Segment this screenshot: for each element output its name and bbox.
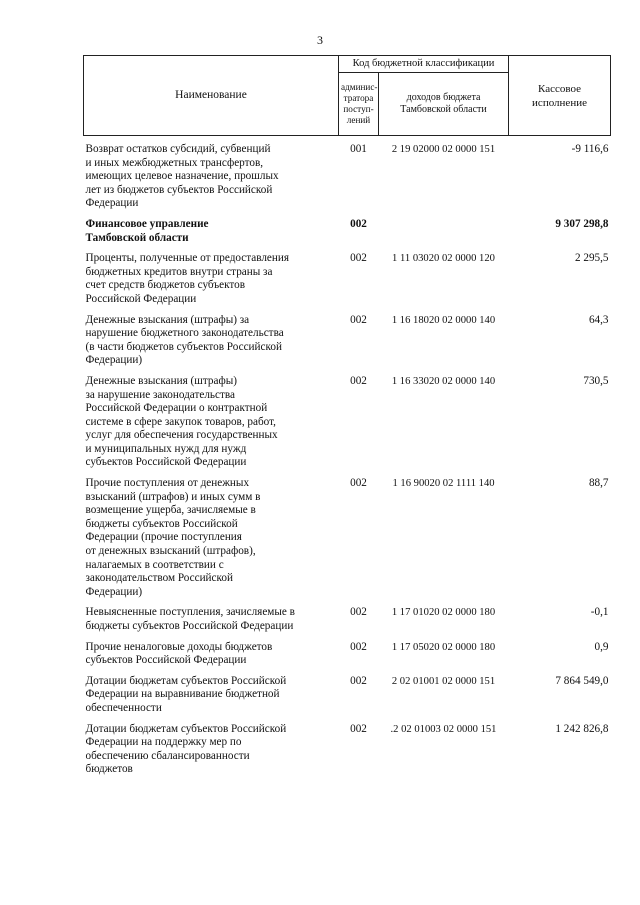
row-income-code: 1 16 18020 02 0000 140 <box>391 314 496 326</box>
header-execution <box>509 56 611 136</box>
row-name-line: Денежные взыскания (штрафы) <box>85 374 237 387</box>
row-name-line: взысканий (штрафов) и иных сумм в <box>85 490 261 503</box>
row-execution: -9 116,6 <box>571 143 609 155</box>
table-body <box>84 136 611 782</box>
row-admin-code: 002 <box>350 252 367 265</box>
row-name-line: законодательством Российской <box>85 572 233 585</box>
row-name <box>84 639 339 673</box>
header-admin-line: лений <box>346 115 371 125</box>
row-name-line: Невыясненные поступления, зачисляемые в <box>85 606 295 619</box>
table-row <box>84 604 611 638</box>
row-income-code <box>379 216 509 250</box>
row-admin-code: 001 <box>350 143 367 155</box>
header-admin-line: поступ- <box>343 104 374 114</box>
row-name-line: системе в сфере закупок товаров, работ, <box>85 415 276 428</box>
row-income-code: 1 16 33020 02 0000 140 <box>391 375 496 387</box>
row-income-code: 2 02 01001 02 0000 151 <box>391 675 496 687</box>
header-execution-line: Кассовое <box>538 82 581 95</box>
row-name-line: Российской Федерации о контрактной <box>85 402 268 415</box>
header-income <box>379 73 509 136</box>
row-name-line: Прочие поступления от денежных <box>85 477 250 490</box>
row-execution: 88,7 <box>588 477 609 490</box>
row-execution: 1 242 826,8 <box>555 722 609 735</box>
row-name-line: бюджетов <box>85 763 133 776</box>
row-name-line: Прочие неналоговые доходы бюджетов <box>85 640 273 653</box>
row-name-line: Федерации (прочие поступления <box>85 531 242 544</box>
row-name-line: обеспеченности <box>85 701 162 714</box>
row-name <box>84 721 339 782</box>
table-row <box>84 475 611 604</box>
row-name-line: бюджеты субъектов Российской Федерации <box>85 620 294 632</box>
row-name-line: счет средств бюджетов субъектов <box>85 279 245 292</box>
row-name-line: обеспечению сбалансированности <box>85 749 250 762</box>
row-income-code: 1 17 05020 02 0000 180 <box>391 641 496 653</box>
table-row <box>84 721 611 782</box>
header-execution-line: исполнение <box>532 96 587 109</box>
row-name-line: Финансовое управление <box>85 217 209 230</box>
header-income-line: Тамбовской области <box>400 104 487 115</box>
row-name-line: Федерации на поддержку мер по <box>85 736 242 749</box>
row-name-line: бюджеты субъектов Российской <box>85 517 238 530</box>
table-row <box>84 216 611 250</box>
row-name-line: Федерации) <box>85 354 143 367</box>
header-admin <box>339 73 379 136</box>
header-name: Наименование <box>84 56 339 136</box>
row-execution: -0,1 <box>590 606 609 619</box>
header-income-line: доходов бюджета <box>406 92 481 103</box>
row-name-line: Федерации <box>85 197 139 210</box>
row-name-line: и иных межбюджетных трансфертов, <box>85 156 264 169</box>
table-row <box>84 312 611 373</box>
row-name-line: лет из бюджетов субъектов Российской <box>85 183 273 196</box>
row-name-line: и муниципальных нужд для нужд <box>85 442 247 455</box>
table-row <box>84 136 611 216</box>
row-name-line: Дотации бюджетам субъектов Российской <box>85 674 287 687</box>
row-name-line: Дотации бюджетам субъектов Российской <box>85 722 287 735</box>
row-admin-code: 002 <box>350 640 367 653</box>
row-execution: 2 295,5 <box>574 252 609 265</box>
row-admin-code: 002 <box>350 674 367 687</box>
row-name <box>84 136 339 216</box>
table-row <box>84 250 611 311</box>
budget-table <box>83 55 611 782</box>
page-number: 3 <box>317 33 323 47</box>
row-name-line: бюджетных кредитов внутри страны за <box>85 265 273 278</box>
table-header <box>84 56 611 136</box>
row-name-line: нарушение бюджетного законодательства <box>85 327 284 340</box>
row-admin-code: 002 <box>350 217 367 230</box>
row-admin-code: 002 <box>350 313 367 326</box>
row-name <box>84 250 339 311</box>
row-admin-code: 002 <box>350 477 367 490</box>
header-admin-line: админис- <box>341 82 378 92</box>
row-name-line: (в части бюджетов субъектов Российской <box>85 340 282 353</box>
row-execution: 64,3 <box>588 313 609 326</box>
row-name <box>84 673 339 721</box>
table-row <box>84 639 611 673</box>
row-name-line: Тамбовской области <box>85 231 189 244</box>
row-name-line: Денежные взыскания (штрафы) за <box>85 313 250 326</box>
row-income-code: 2 19 02000 02 0000 151 <box>391 144 496 155</box>
row-name <box>84 216 339 250</box>
row-name-line: Возврат остатков субсидий, субвенций <box>85 143 271 155</box>
row-name-line: от денежных взысканий (штрафов), <box>85 545 256 558</box>
row-name-line: Федерации) <box>85 585 143 598</box>
row-income-code: 1 11 03020 02 0000 120 <box>392 253 495 265</box>
table-row <box>84 373 611 475</box>
row-admin-code: 002 <box>350 374 367 387</box>
row-name <box>84 373 339 475</box>
row-name-line: за нарушение законодательства <box>85 388 235 401</box>
row-execution: 9 307 298,8 <box>555 217 609 230</box>
table-row <box>84 673 611 721</box>
row-execution: 730,5 <box>583 374 609 387</box>
row-name <box>84 475 339 604</box>
row-name-line: Проценты, полученные от предоставления <box>85 252 290 265</box>
row-admin-code: 002 <box>350 606 367 619</box>
row-name <box>84 604 339 638</box>
row-name-line: имеющих целевое назначение, прошлых <box>85 170 279 183</box>
row-name-line: налагаемых в соответствии с <box>85 558 224 571</box>
row-name-line: субъектов Российской Федерации <box>85 456 247 469</box>
row-name <box>84 312 339 373</box>
row-income-code: 1 17 01020 02 0000 180 <box>391 607 496 619</box>
header-code-group: Код бюджетной классификации <box>339 56 509 73</box>
row-name-line: Российской Федерации <box>85 292 197 305</box>
header-admin-line: тратора <box>343 93 374 103</box>
row-name-line: субъектов Российской Федерации <box>85 654 247 667</box>
row-name-line: Федерации на выравнивание бюджетной <box>85 688 280 701</box>
row-execution: 7 864 549,0 <box>555 674 609 687</box>
row-name-line: возмещение ущерба, зачисляемые в <box>85 504 256 517</box>
row-name-line: услуг для обеспечения государственных <box>85 429 278 442</box>
row-admin-code: 002 <box>350 722 367 735</box>
row-income-code: 1 16 90020 02 1111 140 <box>392 478 495 490</box>
row-execution: 0,9 <box>594 640 609 653</box>
row-income-code: .2 02 01003 02 0000 151 <box>390 723 497 735</box>
